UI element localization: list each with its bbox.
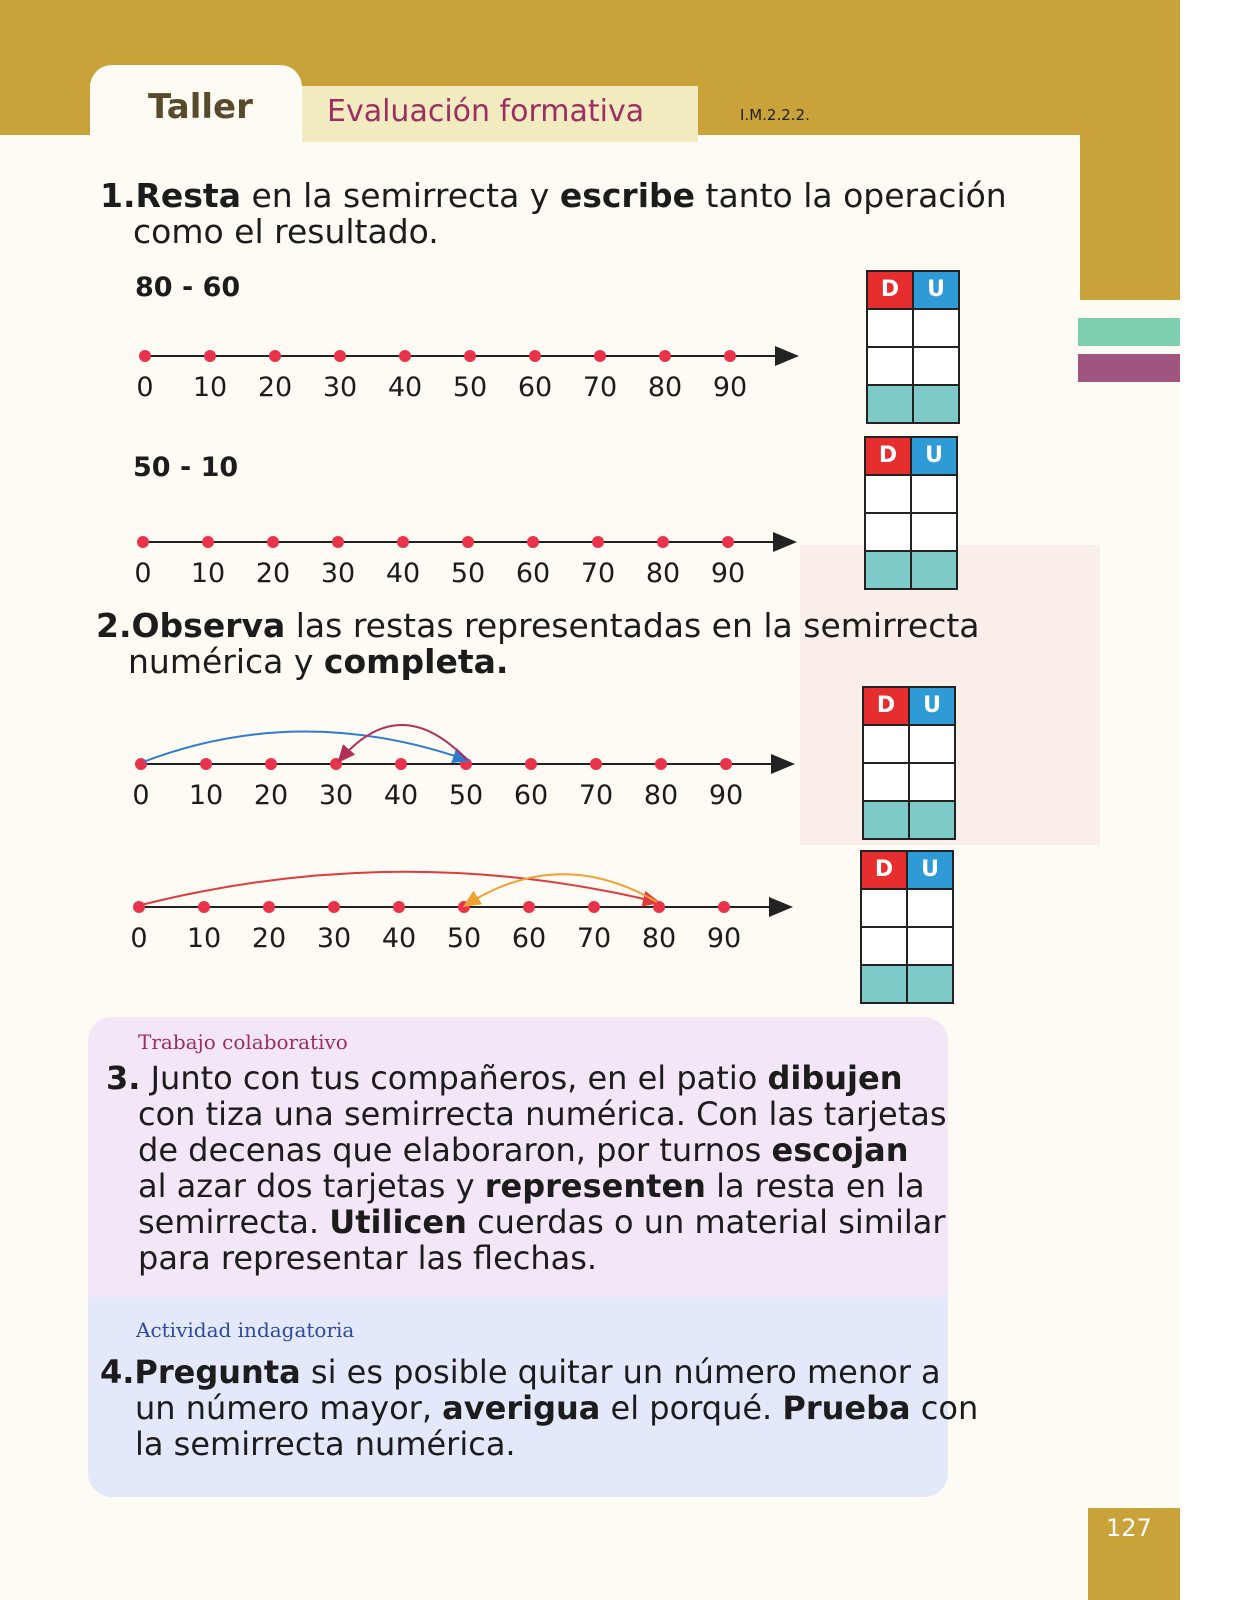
- units-header: U: [914, 272, 958, 308]
- du-row[interactable]: [862, 888, 952, 926]
- q2-number: 2.: [96, 606, 132, 645]
- tick-point: [718, 901, 730, 913]
- tens-cell[interactable]: [864, 726, 910, 762]
- q3-bold-representen: representen: [484, 1167, 706, 1205]
- units-cell[interactable]: [910, 764, 954, 800]
- q3-bold-escojan: escojan: [771, 1131, 909, 1169]
- expr-50-10: 50 - 10: [133, 452, 239, 483]
- units-cell[interactable]: [908, 890, 952, 926]
- q3-text-5b: cuerdas o un material similar: [466, 1203, 946, 1241]
- tick-point: [202, 536, 214, 548]
- tick-label: 50: [446, 923, 482, 954]
- du-result-row[interactable]: [866, 550, 956, 588]
- tick-label: 90: [712, 372, 748, 403]
- tick-label: 70: [576, 923, 612, 954]
- tick-label: 40: [385, 558, 421, 589]
- tick-label: 10: [188, 780, 224, 811]
- tens-header: D: [862, 852, 908, 888]
- tick-label: 20: [257, 372, 293, 403]
- units-header: U: [910, 688, 954, 724]
- tens-cell[interactable]: [866, 514, 912, 550]
- du-row[interactable]: [862, 926, 952, 964]
- q3-line2: con tiza una semirrecta numérica. Con las tarjetas: [138, 1095, 947, 1133]
- tick-point: [655, 758, 667, 770]
- tick-point: [653, 901, 665, 913]
- tick-label: 20: [253, 780, 289, 811]
- tick-point: [263, 901, 275, 913]
- q4-line2: [135, 1390, 978, 1426]
- tens-cell[interactable]: [862, 966, 908, 1002]
- tick-label: 80: [647, 372, 683, 403]
- q4-bold-averigua: averigua: [442, 1389, 601, 1427]
- tens-cell[interactable]: [862, 890, 908, 926]
- tick-point: [198, 901, 210, 913]
- tens-cell[interactable]: [868, 386, 914, 422]
- tick-point: [523, 901, 535, 913]
- tab-taller-label: Taller: [148, 87, 253, 127]
- q2-text: las restas representadas en la semirrecta: [285, 606, 980, 645]
- arc-orange: [466, 874, 657, 905]
- units-cell[interactable]: [914, 386, 958, 422]
- units-cell[interactable]: [910, 726, 954, 762]
- tick-label: 90: [708, 780, 744, 811]
- tens-cell[interactable]: [862, 928, 908, 964]
- tick-point: [722, 536, 734, 548]
- tick-point: [525, 758, 537, 770]
- tens-header: D: [868, 272, 914, 308]
- tick-label: 60: [511, 923, 547, 954]
- tick-label: 70: [582, 372, 618, 403]
- du-row[interactable]: [864, 762, 954, 800]
- tick-point: [265, 758, 277, 770]
- tick-label: 90: [706, 923, 742, 954]
- collab-tag: Trabajo colaborativo: [138, 1030, 348, 1054]
- tab-evaluacion-label: Evaluación formativa: [327, 94, 645, 129]
- tick-label: 20: [251, 923, 287, 954]
- q3-text: Junto con tus compañeros, en el patio: [150, 1059, 768, 1097]
- inquiry-tag: Actividad indagatoria: [136, 1318, 355, 1342]
- tick-label: 40: [381, 923, 417, 954]
- q1-text: en la semirrecta y: [240, 176, 560, 215]
- du-result-row[interactable]: [862, 964, 952, 1002]
- tick-label: 80: [643, 780, 679, 811]
- tens-cell[interactable]: [868, 310, 914, 346]
- tick-point: [267, 536, 279, 548]
- units-cell[interactable]: [908, 966, 952, 1002]
- q2-bold-observa: Observa: [131, 606, 286, 645]
- page-number-box: [1088, 1508, 1180, 1600]
- tens-header: D: [864, 688, 910, 724]
- tick-label: 70: [580, 558, 616, 589]
- question-4: [100, 1354, 941, 1390]
- units-header: U: [912, 438, 956, 474]
- q3-text-5: semirrecta.: [138, 1203, 330, 1241]
- tens-cell[interactable]: [866, 552, 912, 588]
- q4-bold-pregunta: Pregunta: [134, 1353, 301, 1391]
- du-row[interactable]: [868, 346, 958, 384]
- tick-point: [332, 536, 344, 548]
- tick-point: [590, 758, 602, 770]
- tick-point: [720, 758, 732, 770]
- tick-label: 10: [190, 558, 226, 589]
- tick-point: [393, 901, 405, 913]
- units-cell[interactable]: [910, 802, 954, 838]
- units-cell[interactable]: [914, 310, 958, 346]
- tick-label: 60: [515, 558, 551, 589]
- tick-point: [462, 536, 474, 548]
- du-table-4: [860, 850, 954, 1004]
- tick-label: 70: [578, 780, 614, 811]
- du-row[interactable]: [864, 724, 954, 762]
- tick-label: 40: [387, 372, 423, 403]
- tick-point: [529, 350, 541, 362]
- q3-line4: [138, 1168, 925, 1204]
- tick-point: [137, 536, 149, 548]
- tick-point: [133, 901, 145, 913]
- tens-cell[interactable]: [868, 348, 914, 384]
- tick-point: [395, 758, 407, 770]
- du-table-1: [866, 270, 960, 424]
- tick-point: [588, 901, 600, 913]
- tick-point: [527, 536, 539, 548]
- units-cell[interactable]: [914, 348, 958, 384]
- q3-line6: para representar las flechas.: [138, 1239, 598, 1277]
- du-row[interactable]: [866, 512, 956, 550]
- tick-point: [659, 350, 671, 362]
- du-row[interactable]: [866, 474, 956, 512]
- q1-text-2: tanto la operación: [695, 176, 1007, 215]
- q2-text-2: numérica y: [128, 642, 324, 681]
- arc-red: [141, 872, 657, 905]
- q3-bold-dibujen: dibujen: [767, 1059, 903, 1097]
- units-header: U: [908, 852, 952, 888]
- q3-bold-utilicen: Utilicen: [329, 1203, 467, 1241]
- tick-label: 80: [645, 558, 681, 589]
- tick-label: 60: [517, 372, 553, 403]
- tick-point: [594, 350, 606, 362]
- tick-label: 30: [318, 780, 354, 811]
- tick-label: 90: [710, 558, 746, 589]
- tick-label: 10: [186, 923, 222, 954]
- q3-line3: [138, 1132, 909, 1168]
- q4-text-2c: con: [910, 1389, 979, 1427]
- q3-text-4: al azar dos tarjetas y: [138, 1167, 485, 1205]
- tick-point: [657, 536, 669, 548]
- q1-bold-resta: Resta: [135, 176, 241, 215]
- q4-text-2b: el porqué.: [600, 1389, 783, 1427]
- tick-point: [269, 350, 281, 362]
- question-3: [106, 1060, 902, 1096]
- units-cell[interactable]: [912, 514, 956, 550]
- tick-point: [399, 350, 411, 362]
- du-table-2: [864, 436, 958, 590]
- tick-label: 80: [641, 923, 677, 954]
- tick-point: [328, 901, 340, 913]
- tick-point: [724, 350, 736, 362]
- q4-line3: la semirrecta numérica.: [135, 1425, 516, 1463]
- tick-point: [204, 350, 216, 362]
- units-cell[interactable]: [912, 552, 956, 588]
- tens-cell[interactable]: [864, 764, 910, 800]
- tick-label: 0: [136, 372, 154, 403]
- expr-80-60: 80 - 60: [135, 272, 241, 303]
- tick-label: 50: [450, 558, 486, 589]
- tick-point: [200, 758, 212, 770]
- q4-bold-prueba: Prueba: [782, 1389, 911, 1427]
- tick-point: [139, 350, 151, 362]
- q3-line5: [138, 1204, 945, 1240]
- q2-bold-completa: completa.: [323, 642, 509, 681]
- q3-text-3: de decenas que elaboraron, por turnos: [138, 1131, 772, 1169]
- tick-label: 0: [134, 558, 152, 589]
- page-number: 127: [1106, 1514, 1152, 1542]
- du-table-3: [862, 686, 956, 840]
- tick-label: 40: [383, 780, 419, 811]
- tick-label: 30: [322, 372, 358, 403]
- tick-label: 30: [316, 923, 352, 954]
- q1-number: 1.: [100, 176, 136, 215]
- tick-label: 50: [452, 372, 488, 403]
- q1-bold-escribe: escribe: [559, 176, 696, 215]
- tens-header: D: [866, 438, 912, 474]
- q1-line2: como el resultado.: [133, 212, 439, 251]
- du-result-row[interactable]: [868, 384, 958, 422]
- du-result-row[interactable]: [864, 800, 954, 838]
- units-cell[interactable]: [912, 476, 956, 512]
- du-row[interactable]: [868, 308, 958, 346]
- q3-text-4b: la resta en la: [705, 1167, 925, 1205]
- tick-label: 0: [130, 923, 148, 954]
- tick-point: [592, 536, 604, 548]
- tick-label: 50: [448, 780, 484, 811]
- q4-number: 4.: [100, 1353, 135, 1391]
- tick-point: [397, 536, 409, 548]
- indicator-code: I.M.2.2.2.: [740, 106, 810, 124]
- q3-number: 3.: [106, 1059, 141, 1097]
- tick-point: [464, 350, 476, 362]
- arc-blue: [143, 731, 467, 762]
- tick-label: 30: [320, 558, 356, 589]
- tens-cell[interactable]: [864, 802, 910, 838]
- units-cell[interactable]: [908, 928, 952, 964]
- tick-label: 60: [513, 780, 549, 811]
- tick-label: 0: [132, 780, 150, 811]
- q4-text: si es posible quitar un número menor a: [300, 1353, 941, 1391]
- tick-label: 10: [192, 372, 228, 403]
- tick-point: [135, 758, 147, 770]
- q4-text-2: un número mayor,: [135, 1389, 443, 1427]
- tick-label: 20: [255, 558, 291, 589]
- tick-point: [334, 350, 346, 362]
- tens-cell[interactable]: [866, 476, 912, 512]
